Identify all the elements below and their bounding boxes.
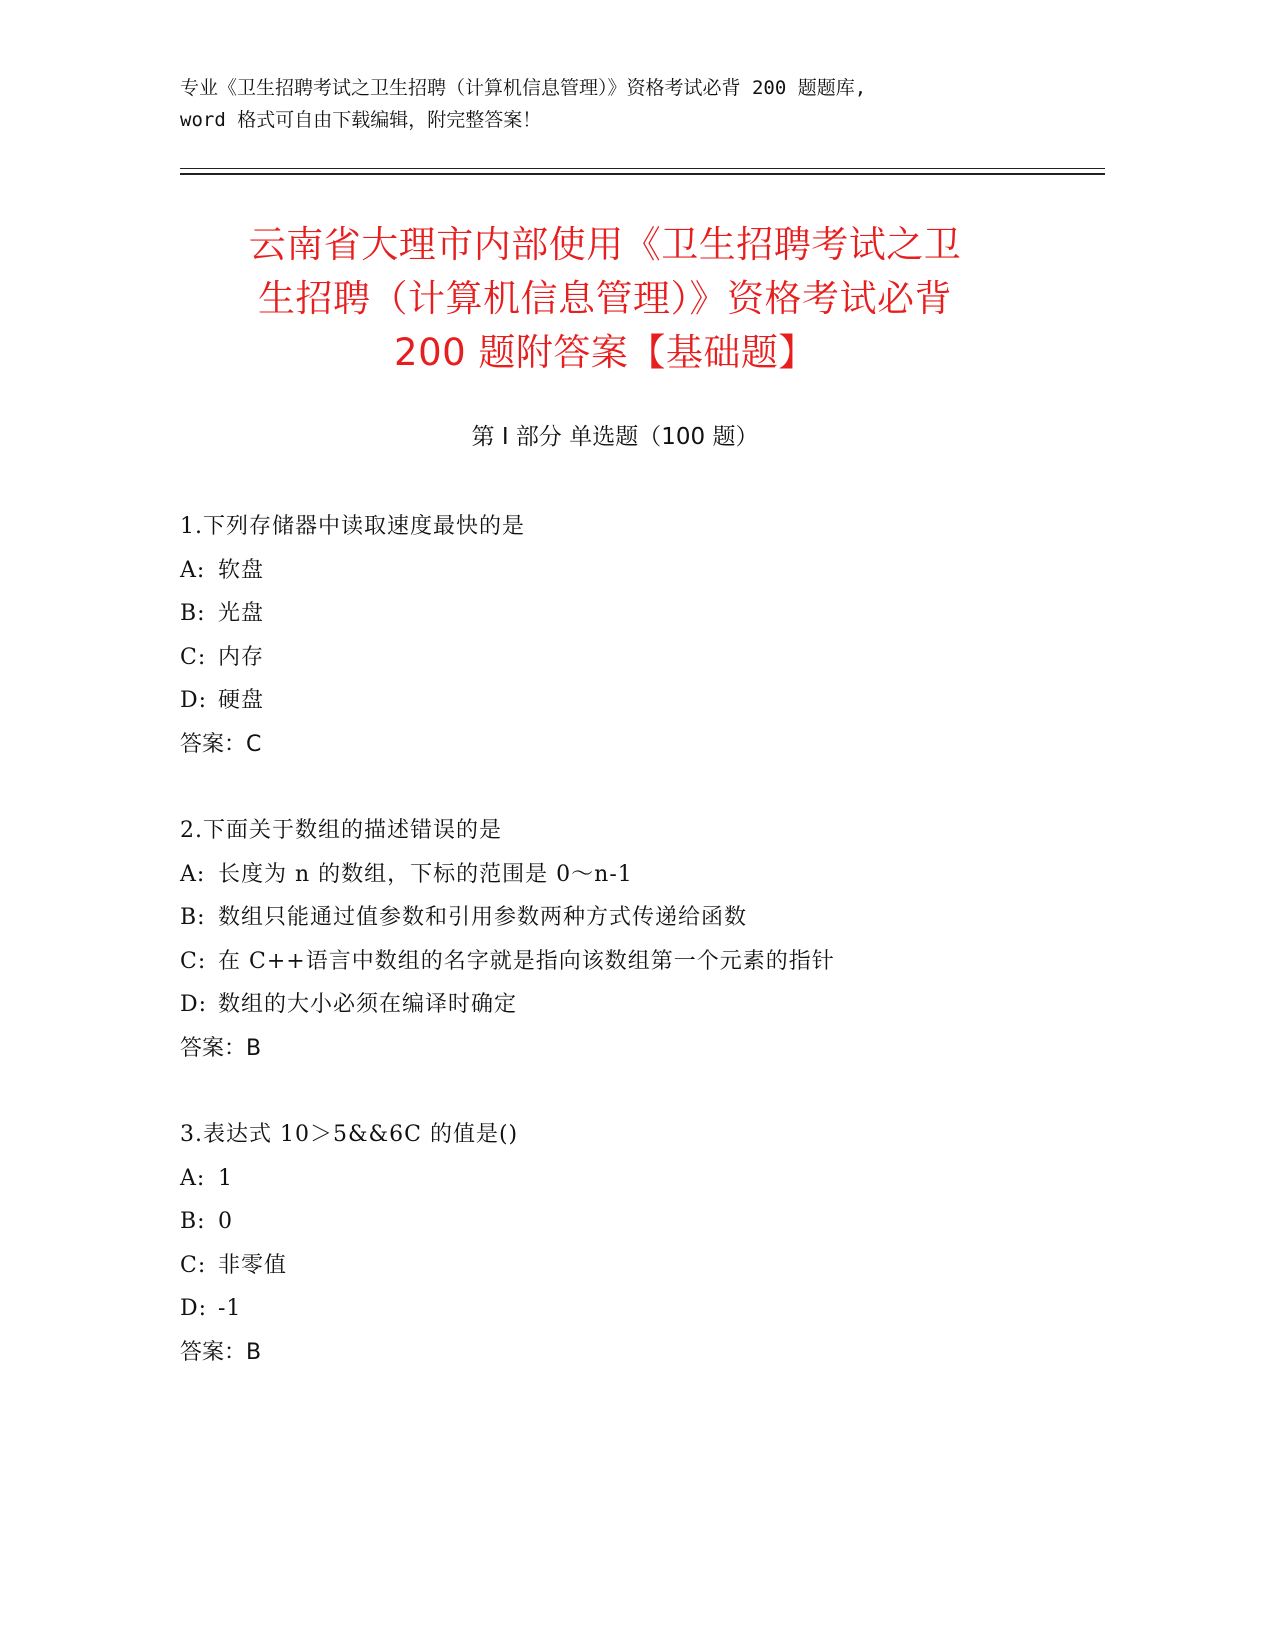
section-title: 第 I 部分 单选题（100 题） — [471, 424, 759, 450]
question-item — [180, 809, 1080, 1070]
answer-line: 答案：B — [180, 1035, 262, 1061]
option-text: 非零值 — [218, 1252, 288, 1278]
option-text: 数组只能通过值参数和引用参数两种方式传递给函数 — [218, 905, 748, 930]
option-key: A: — [180, 557, 206, 583]
document-title-line-3: 200 题附答案【基础题】 — [394, 331, 816, 374]
option-key: D: — [180, 992, 208, 1017]
option-a — [180, 549, 1080, 593]
option-key: A: — [180, 1165, 206, 1191]
question-item — [180, 1113, 1080, 1374]
question-stem: 1.下列存储器中读取速度最快的是 — [180, 514, 525, 539]
option-key: B: — [180, 601, 206, 626]
option-key: B: — [180, 905, 206, 930]
option-key: C: — [180, 948, 207, 974]
option-a — [180, 853, 1080, 897]
option-a — [180, 1157, 1080, 1201]
header-note-line-2: word 格式可自由下载编辑，附完整答案！ — [180, 109, 542, 131]
question-stem: 2.下面关于数组的描述错误的是 — [180, 818, 502, 843]
option-text: 软盘 — [218, 557, 265, 583]
option-text: 在 C++语言中数组的名字就是指向该数组第一个元素的指针 — [218, 948, 835, 974]
option-text: 内存 — [218, 644, 265, 670]
document-title-line-1: 云南省大理市内部使用《卫生招聘考试之卫 — [248, 223, 962, 266]
header-note — [180, 72, 1080, 136]
option-text: 硬盘 — [218, 688, 265, 713]
answer-line: 答案：C — [180, 731, 262, 757]
option-text: 数组的大小必须在编译时确定 — [218, 992, 518, 1017]
header-note-line-1: 专业《卫生招聘考试之卫生招聘（计算机信息管理）》资格考试必背 200 题题库, — [180, 77, 867, 99]
option-d — [180, 679, 1080, 723]
option-c — [180, 1244, 1080, 1288]
option-b — [180, 1200, 1080, 1244]
option-d — [180, 1287, 1080, 1331]
option-d — [180, 983, 1080, 1027]
option-b — [180, 592, 1080, 636]
question-item — [180, 505, 1080, 766]
option-text: 0 — [218, 1209, 233, 1234]
option-c — [180, 636, 1080, 680]
question-list — [180, 505, 1080, 1417]
option-key: C: — [180, 644, 207, 670]
header-divider-thick — [180, 173, 1105, 175]
question-stem: 3.表达式 10＞5&&6C 的值是() — [180, 1122, 519, 1147]
option-c — [180, 940, 1080, 984]
option-text: 光盘 — [218, 601, 265, 626]
document-title — [180, 218, 1030, 380]
option-text: 长度为 n 的数组，下标的范围是 0～n-1 — [218, 861, 633, 887]
option-b — [180, 896, 1080, 940]
option-key: A: — [180, 861, 206, 887]
option-key: D: — [180, 688, 208, 713]
option-text: 1 — [218, 1165, 233, 1191]
option-key: D: — [180, 1296, 208, 1321]
option-key: C: — [180, 1252, 207, 1278]
document-title-line-2: 生招聘（计算机信息管理）》资格考试必背 — [258, 277, 952, 320]
option-key: B: — [180, 1209, 206, 1234]
answer-line: 答案：B — [180, 1339, 262, 1365]
option-text: -1 — [218, 1296, 242, 1321]
header-divider-thin — [180, 168, 1105, 169]
